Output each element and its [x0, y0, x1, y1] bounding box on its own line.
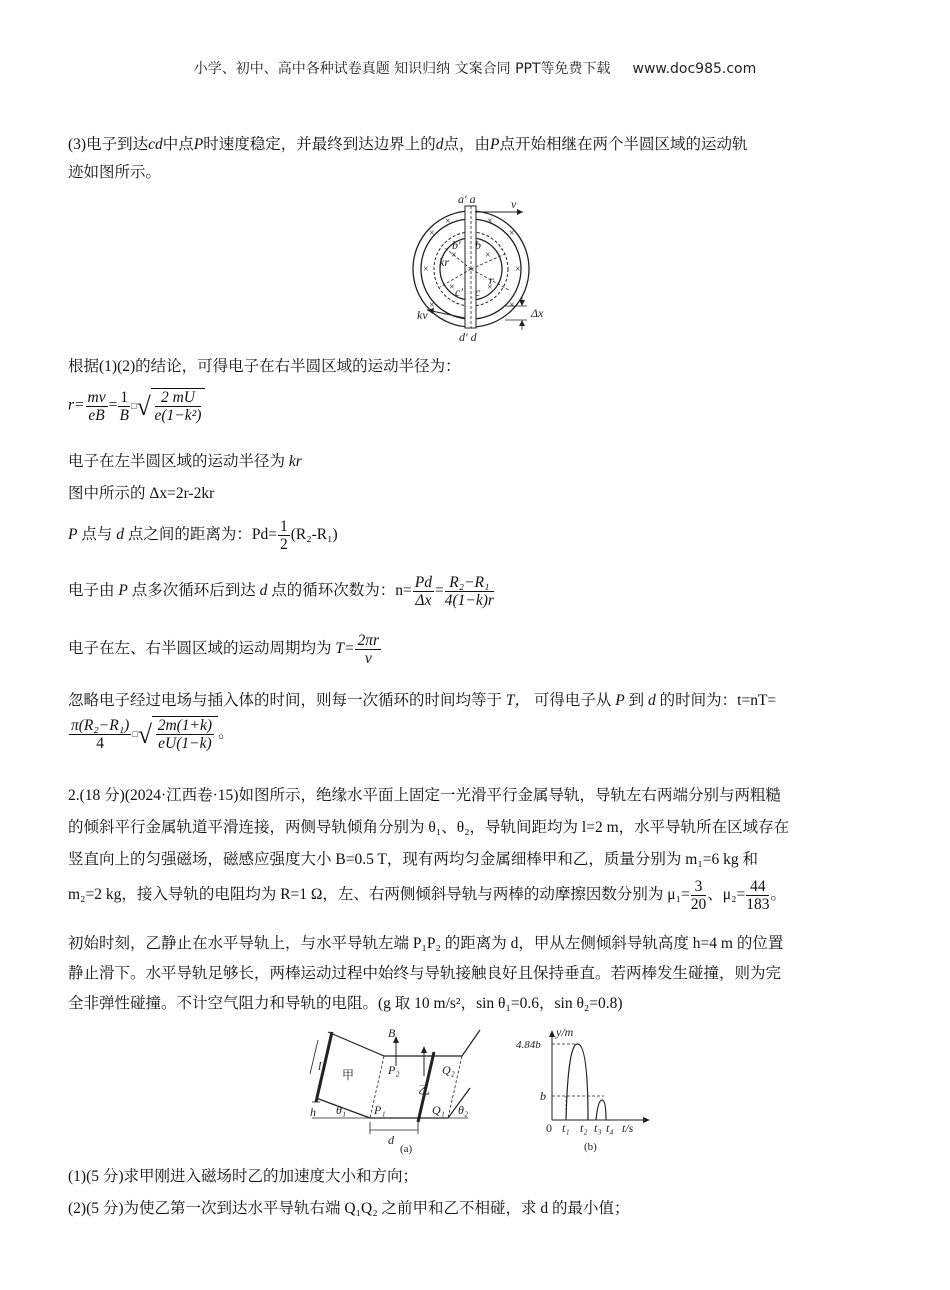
- label-dd: d′ d: [459, 330, 477, 344]
- sol-line2: 电子在左半圆区域的运动半径为 kr: [68, 453, 302, 470]
- svg-text:×: ×: [515, 264, 521, 275]
- caption-a: (a): [400, 1143, 413, 1154]
- p3-line2: 迹如图所示。: [68, 164, 162, 181]
- label-484b: 4.84b: [516, 1039, 541, 1051]
- label-c1: c′: [455, 285, 463, 299]
- q2-line7: 全非弹性碰撞。不计空气阻力和导轨的电阻。(g 取 10 m/s²，sin θ₁=0.6，sin θ₂=0.8): [68, 995, 623, 1012]
- header-text: 小学、初中、高中各种试卷真题 知识归纳 文案合同 PPT等免费下载: [193, 61, 611, 77]
- q2-line1: 2.(18 分)(2024·江西卷·15)如图所示，绝缘水平面上固定一光滑平行金属导轨，导轨左右两端分别与两粗糙: [68, 787, 781, 804]
- p3-line1: (3)电子到达cd中点P时速度稳定，并最终到达边界上的d点，由P点开始相继在两个半圆区域的运动轨: [68, 136, 748, 153]
- label-ts: t/s: [622, 1121, 634, 1135]
- q2-sub1: (1)(5 分)求甲刚进入磁场时乙的加速度大小和方向；: [68, 1168, 419, 1185]
- svg-text:×: ×: [485, 250, 491, 261]
- svg-text:×: ×: [423, 264, 429, 275]
- svg-text:×: ×: [429, 228, 435, 239]
- header-url[interactable]: www.doc985.com: [632, 61, 757, 77]
- figure-electron-orbit: [405, 192, 565, 344]
- label-t3: t₃: [594, 1121, 602, 1135]
- label-d: d: [388, 1133, 394, 1147]
- sol-line8: $\frac{\text{π(R₂−R₁)}}{4}$ □ √ $\frac{2m(1+k)}{eU(1-k)}$ 。: [71, 716, 234, 752]
- sol-line4: P 点与 d 点之间的距离为：Pd= $\frac{1}{2}$ (R₂-R₁): [68, 518, 338, 553]
- label-aa: a′ a: [458, 192, 476, 206]
- label-kr: kr: [439, 255, 449, 269]
- label-Q2: Q₂: [442, 1063, 455, 1077]
- q2-line5: 初始时刻，乙静止在水平导轨上，与水平导轨左端 P₁P₂ 的距离为 d，甲从左侧倾斜导轨高度 h=4 m 的位置: [68, 935, 784, 952]
- page-header: [0, 58, 950, 78]
- label-Q1: Q₁: [432, 1103, 445, 1117]
- label-B: B: [388, 1026, 396, 1040]
- label-t4: t₄: [606, 1121, 614, 1135]
- label-c2: c: [475, 285, 481, 299]
- q2-line3: 竖直向上的匀强磁场，磁感应强度大小 B=0.5 T，现有两均匀金属细棒甲和乙，质量分别为 m₁=6 kg 和: [68, 851, 758, 868]
- label-theta1: θ₁: [336, 1103, 347, 1117]
- label-dx: Δx: [531, 306, 544, 320]
- label-ym: y/m: [556, 1026, 574, 1039]
- sol-line1: 根据(1)(2)的结论，可得电子在右半圆区域的运动半径为：: [68, 358, 461, 375]
- sol-line7: 忽略电子经过电场与插入体的时间，则每一次循环的时间均等于 T， 可得电子从 P 到 d 的时间为：t=nT=: [68, 692, 777, 709]
- q2-line4: m₂=2 kg，接入导轨的电阻均为 R=1 Ω，左、右两侧倾斜导轨与两棒的动摩擦因数分别为 μ₁= $\frac{3}{20}$ 、μ₂= $\frac{44}{183}$ 。: [68, 878, 786, 913]
- label-t1: t₁: [562, 1121, 570, 1135]
- caption-b: (b): [584, 1141, 597, 1153]
- figure-rails: [308, 1026, 523, 1154]
- label-r: r: [489, 273, 494, 287]
- sol-line5: 电子由 P 点多次循环后到达 d 点的循环次数为：n= $\frac{Pd}{\Delta x}$ = $\frac{\text{R₂−R₁}}{4(1-k)r}$: [68, 574, 494, 609]
- label-jia: 甲: [342, 1068, 355, 1082]
- label-theta2: θ₂: [458, 1103, 469, 1117]
- label-P1: P₁: [374, 1103, 386, 1117]
- label-l: l: [318, 1059, 322, 1073]
- svg-text:×: ×: [487, 216, 493, 227]
- label-P2: P₂: [388, 1063, 400, 1077]
- label-b: b: [540, 1089, 546, 1103]
- sol-line6: 电子在左、右半圆区域的运动周期均为 T= $\frac{2\pi r}{v}$: [68, 632, 380, 667]
- svg-text:×: ×: [429, 300, 435, 311]
- svg-text:×: ×: [509, 228, 515, 239]
- sol-r-formula: r= $\frac{mv}{eB}$ = $\frac{1}{B}$ □ √ $\frac{2 mU}{\text{e(1−k²)}}$: [68, 388, 205, 434]
- figure-yt-graph: [512, 1026, 662, 1154]
- svg-text:×: ×: [509, 300, 515, 311]
- q2-sub2: (2)(5 分)为使乙第一次到达水平导轨右端 Q₁Q₂ 之前甲和乙不相碰，求 d 的最小值；: [68, 1200, 630, 1217]
- svg-text:×: ×: [451, 250, 457, 261]
- svg-text:×: ×: [445, 216, 451, 227]
- sol-line3: 图中所示的 Δx=2r-2kr: [68, 485, 215, 502]
- label-b2: b: [475, 238, 481, 252]
- svg-text:×: ×: [449, 282, 455, 293]
- q2-line6: 静止滑下。水平导轨足够长，两棒运动过程中始终与导轨接触良好且保持垂直。若两棒发生碰撞，则为完: [68, 965, 782, 982]
- label-origin: 0: [546, 1121, 552, 1135]
- label-kv: kv: [417, 308, 428, 322]
- label-h: h: [310, 1105, 316, 1119]
- label-v: v: [511, 197, 517, 211]
- svg-text:×: ×: [487, 282, 493, 293]
- q2-line2: 的倾斜平行金属轨道平滑连接，两侧导轨倾角分别为 θ₁、θ₂，导轨间距均为 l=2 m，水平导轨所在区域存在: [68, 819, 790, 836]
- label-yi: 乙: [418, 1083, 431, 1097]
- label-b1: b′: [452, 238, 461, 252]
- label-t2: t₂: [580, 1121, 588, 1135]
